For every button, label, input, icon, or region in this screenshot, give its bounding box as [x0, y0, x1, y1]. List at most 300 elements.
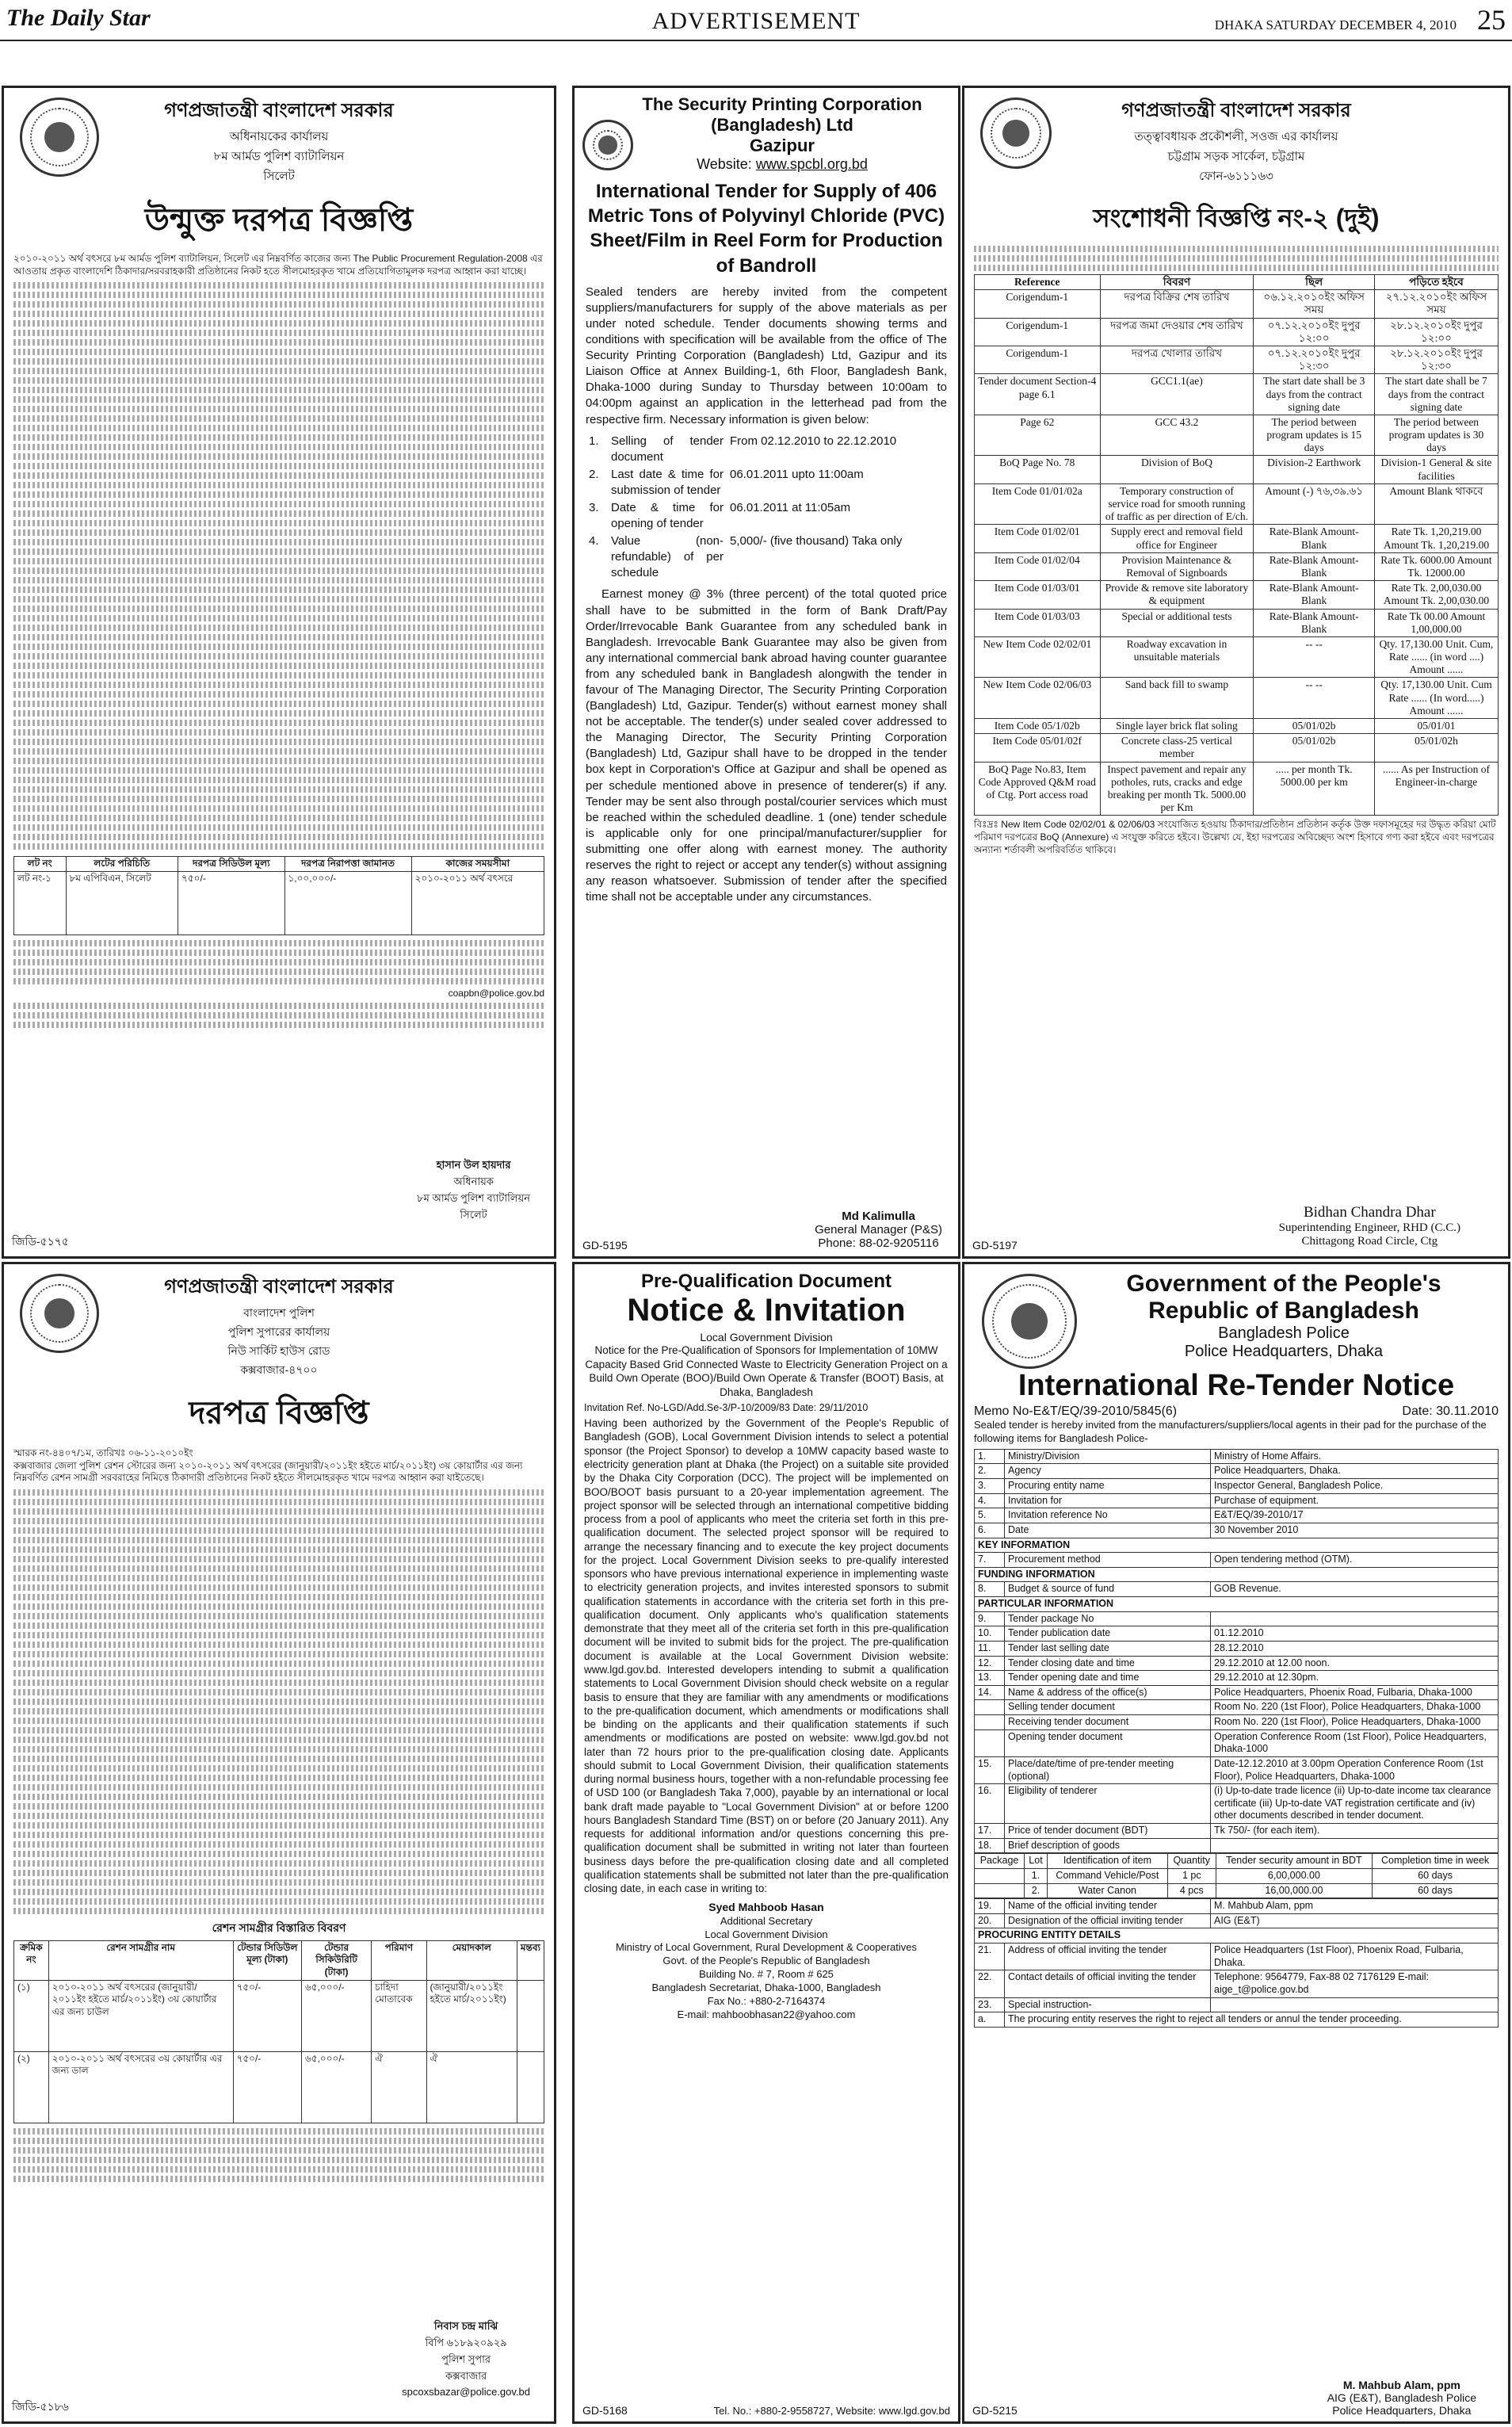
- ad2-signature: [815, 1210, 942, 1250]
- ad3-cell: Sand back fill to swamp: [1100, 678, 1254, 719]
- goods-cell: 1.: [1025, 1868, 1048, 1883]
- ad5-addr: Local Government Division: [704, 1928, 828, 1940]
- ad1-info-lines: [13, 282, 544, 850]
- ad6-cell: M. Mahbub Alam, ppm: [1211, 1899, 1499, 1914]
- ad2-schedule: [586, 433, 947, 583]
- ad5-tel: Tel. No.: +880-2-9558727, Website: www.lgd.gov.bd: [713, 2405, 950, 2417]
- ad3-cell: Qty. 17,130.00 Unit. Cum Rate ...... (In word.....) Amount ......: [1374, 678, 1498, 719]
- ad3-cell: দরপত্র বিক্রির শেষ তারিখ: [1100, 290, 1254, 318]
- section-title: ADVERTISEMENT: [651, 8, 861, 34]
- ad6-cell: Name & address of the office(s): [1005, 1685, 1211, 1700]
- ad3-title: সংশোধনী বিজ্ঞপ্তি নং-২ (দুই): [1093, 204, 1380, 232]
- issue-date: DHAKA SATURDAY DECEMBER 4, 2010: [1214, 17, 1457, 32]
- ad3-cell: Rate Tk. 6000.00 Amount Tk. 12000.00: [1374, 552, 1498, 580]
- ad1-lot-table: [13, 856, 544, 935]
- ad6-cell: 20.: [975, 1913, 1005, 1928]
- ad6-cell: Budget & source of fund: [1005, 1582, 1211, 1597]
- ad5-kicker: Pre-Qualification Document: [640, 1271, 892, 1292]
- ad6-cell: Telephone: 9564779, Fax-88 02 7176129 E-mail: aige_t@police.gov.bd: [1211, 1970, 1499, 1997]
- ration-header: টেন্ডার সিকিউরিটি (টাকা): [302, 1940, 372, 1980]
- lot-cell: ১,০০,০০০/-: [284, 871, 411, 934]
- ad3-line2: তত্ত্বাবধায়ক প্রকৌশলী, সওজ এর কার্যালয়: [1134, 130, 1338, 143]
- ad3-cell: 05/01/02h: [1374, 734, 1498, 762]
- ad6-cell: 12.: [975, 1656, 1005, 1671]
- ad6-intro: Sealed tender is hereby invited from the manufacturers/suppliers/local agents in their pad for the purchase of the following items for Bangladesh Police-: [974, 1419, 1487, 1444]
- goods-cell: Water Canon: [1047, 1883, 1167, 1898]
- masthead: [0, 0, 1512, 41]
- ad6-cell: Police Headquarters, Phoenix Road, Fulbaria, Dhaka-1000: [1211, 1685, 1499, 1700]
- ration-cell: (১): [14, 1980, 49, 2051]
- ad4-line5: কক্সবাজার-৪৭০০: [240, 1363, 318, 1376]
- ad6-cell: 3.: [975, 1479, 1005, 1494]
- ad3-cell: Rate-Blank Amount-Blank: [1254, 552, 1375, 580]
- ad3-cell: Corigendum-1: [975, 290, 1101, 318]
- ad3-cell: Single layer brick flat soling: [1100, 719, 1254, 734]
- govt-emblem-icon: [20, 97, 99, 177]
- ad1-gov-line: গণপ্রজাতন্ত্রী বাংলাদেশ সরকার: [164, 100, 394, 121]
- goods-cell: 60 days: [1373, 1883, 1499, 1898]
- ad6-org1: Bangladesh Police: [1218, 1324, 1350, 1342]
- ad6-cell: Date: [1005, 1523, 1211, 1538]
- ad4-ration-table: [13, 1940, 544, 2123]
- ad3-cell: Item Code 01/03/01: [975, 581, 1101, 609]
- ad3-cell: Item Code 01/03/03: [975, 609, 1101, 636]
- ad3-cell: Corigendum-1: [975, 346, 1101, 373]
- lot-cell: লট নং-১: [14, 871, 67, 934]
- lot-header: লট নং: [14, 857, 67, 872]
- lot-header: লটের পরিচিতি: [66, 857, 178, 872]
- ad3-signer-place: Chittagong Road Circle, Ctg: [1301, 1235, 1438, 1248]
- ad6-signer-title: AIG (E&T), Bangladesh Police: [1327, 2391, 1476, 2404]
- ad6-cell: Police Headquarters, Dhaka.: [1211, 1464, 1499, 1479]
- ad3-cell: ...... As per Instruction of Engineer-in-charge: [1374, 762, 1498, 816]
- ad6-cell: Eligibility of tenderer: [1005, 1784, 1211, 1824]
- ad6-cell: [1211, 1611, 1499, 1626]
- ad2-body1: Sealed tenders are hereby invited from the competent suppliers/manufacturers for supply of the above materials as per under noted schedule. Tender documents showing terms and conditions with specification will be available from the office of The Security Printing Corporation (Bangladesh) Ltd, Gazipur and its Liaison Office at Annex Building-1, 6th Floor, Bangladesh Bank, Dhaka-1000 during Sunday to Thursday between 10:00am to 04:00pm against an application in the letterhead pad from the respective firm. Necessary information is given below:: [586, 285, 947, 426]
- ad6-gov2: Republic of Bangladesh: [1148, 1298, 1419, 1324]
- ad1-line3: ৮ম আর্মড পুলিশ ব্যাটালিয়ন: [213, 150, 345, 163]
- ad3-cell: ২৮.১২.২০১০ইং দুপুর ১২:০০: [1374, 318, 1498, 346]
- ad6-cell: 5.: [975, 1508, 1005, 1523]
- ad3-cell: Tender document Section-4 page 6.1: [975, 374, 1101, 415]
- spcbl-logo-icon: [582, 120, 633, 170]
- page-number: 25: [1477, 4, 1506, 36]
- schedule-value: 5,000/- (five thousand) Taka only: [730, 534, 903, 548]
- ad6-cell: [975, 1729, 1005, 1756]
- schedule-label: Last date & time for submission of tender: [611, 467, 724, 497]
- ad4-gov-line: গণপ্রজাতন্ত্রী বাংলাদেশ সরকার: [164, 1276, 394, 1298]
- ad-lgd-prequalification: [572, 1262, 960, 2424]
- ration-header: পরিমাণ: [372, 1940, 426, 1980]
- ad6-cell: [975, 1715, 1005, 1730]
- ad3-cell: Qty. 17,130.00 Unit. Cum, Rate ...... (in word ....) Amount ......: [1374, 636, 1498, 678]
- goods-cell: [975, 1883, 1025, 1898]
- ad6-cell: Agency: [1005, 1464, 1211, 1479]
- ad6-cell: Procuring entity name: [1005, 1479, 1211, 1494]
- ad2-phone: Phone: 88-02-9205116: [818, 1236, 939, 1250]
- ad3-cell: ০৭.১২.২০১০ইং দুপুর ১২:০০: [1254, 318, 1375, 346]
- ad6-cell: Room No. 220 (1st Floor), Police Headquarters, Dhaka-1000: [1211, 1700, 1499, 1715]
- ad6-cell: 1.: [975, 1449, 1005, 1464]
- ad1-signer-title: অধিনায়ক: [453, 1175, 494, 1187]
- ad6-cell: Ministry/Division: [1005, 1449, 1211, 1464]
- ad3-line3: চট্টগ্রাম সড়ক সার্কেল, চট্টগ্রাম: [1167, 150, 1305, 163]
- ad6-section-header: KEY INFORMATION: [975, 1538, 1499, 1553]
- ad6-cell: Designation of the official inviting tender: [1005, 1913, 1211, 1928]
- ad4-line3: পুলিশ সুপারের কার্যালয়: [227, 1325, 330, 1338]
- ad6-memo-row: [974, 1405, 1499, 1419]
- goods-cell: 4 pcs: [1167, 1883, 1216, 1898]
- schedule-label: Value (non-refundable) of per schedule: [611, 534, 724, 580]
- ad4-signer-title: বিপি ৬১৮৯২০৯২৯: [425, 2337, 507, 2349]
- ad-sylhet-tender: [2, 86, 556, 1259]
- goods-header: Package: [975, 1854, 1025, 1869]
- ad6-cell: Tk 750/- (for each item).: [1211, 1824, 1499, 1839]
- ad3-cell: The start date shall be 7 days from the contract signing date: [1374, 374, 1498, 415]
- ad1-more-lines-2: [13, 1003, 544, 1028]
- ad6-cell: Tender publication date: [1005, 1626, 1211, 1642]
- ad6-section-header: PROCURING ENTITY DETAILS: [975, 1928, 1499, 1944]
- ad2-website-line: [586, 156, 947, 173]
- ad5-title: Notice & Invitation: [627, 1293, 906, 1328]
- ad3-header: পড়িতে হইবে: [1374, 275, 1498, 290]
- ration-header: রেশন সামগ্রীর নাম: [48, 1940, 233, 1980]
- ad6-memo: Memo No-E&T/EQ/39-2010/5845(6): [974, 1405, 1178, 1418]
- ad6-cell: 15.: [975, 1756, 1005, 1783]
- ration-cell: ৬৫,০০০/-: [302, 2051, 372, 2123]
- ad3-gd-code: GD-5197: [972, 1239, 1018, 1252]
- ad6-cell: 9.: [975, 1611, 1005, 1626]
- ad3-cell: Amount (-) ৭৬,৩৯.৬১: [1254, 483, 1375, 525]
- ad1-signer: হাসান উল হায়দার: [436, 1159, 511, 1171]
- ration-cell: ঐ: [426, 2051, 517, 2123]
- ad2-title: International Tender for Supply of 406 Metric Tons of Polyvinyl Chloride (PVC) Sheet/Film in Reel Form for Production of Bandroll: [587, 181, 945, 277]
- ad-rhd-corrigendum: [962, 86, 1510, 1259]
- ad6-cell: Receiving tender document: [1005, 1715, 1211, 1730]
- ad6-cell: 10.: [975, 1626, 1005, 1642]
- ad4-line2: বাংলাদেশ পুলিশ: [243, 1306, 315, 1319]
- ad3-cell: The start date shall be 3 days from the contract signing date: [1254, 374, 1375, 415]
- ad4-gd-code: জিডি-৫১৮৬: [12, 2400, 69, 2413]
- ration-header: ক্রমিক নং: [14, 1940, 49, 1980]
- ad5-signer: Syed Mahboob Hasan: [708, 1901, 824, 1914]
- goods-cell: 60 days: [1373, 1868, 1499, 1883]
- ad5-sub: Notice for the Pre-Qualification of Sponsors for Implementation of 10MW Capacity Based Grid Connected Waste to Electricity Generation Project on a Build Own Operate (BOO)/Build Own Operate & Transfer (BOOT) Basis, at Dhaka, Bangladesh: [585, 1344, 948, 1398]
- ad6-cell: Name of the official inviting tender: [1005, 1899, 1211, 1914]
- ad6-section-header: PARTICULAR INFORMATION: [975, 1597, 1499, 1612]
- ad2-signer-title: General Manager (P&S): [815, 1223, 942, 1236]
- ad3-cell: The period between program updates is 15 days: [1254, 415, 1375, 456]
- ad4-info-lines: [13, 1489, 544, 1914]
- lot-header: কাজের সময়সীমা: [411, 857, 544, 872]
- ad3-cell: -- --: [1254, 678, 1375, 719]
- ad2-website-link[interactable]: www.spcbl.org.bd: [755, 156, 868, 172]
- ration-cell: (২): [14, 2051, 49, 2123]
- ad3-cell: ০৬.১২.২০১০ইং অফিস সময়: [1254, 290, 1375, 318]
- ad3-signer: Bidhan Chandra Dhar: [1303, 1204, 1436, 1221]
- ad3-cell: Item Code 01/01/02a: [975, 483, 1101, 525]
- ad6-cell: Invitation for: [1005, 1493, 1211, 1508]
- ad6-cell: 18.: [975, 1838, 1005, 1853]
- schedule-value: From 02.12.2010 to 22.12.2010: [730, 434, 897, 448]
- ad5-addr: Ministry of Local Government, Rural Development & Cooperatives: [615, 1941, 918, 1954]
- ad3-cell: Supply erect and removal field office for Engineer: [1100, 525, 1254, 552]
- ad6-cell: 01.12.2010: [1211, 1626, 1499, 1642]
- ad6-cell: 22.: [975, 1970, 1005, 1997]
- ad6-cell: 16.: [975, 1784, 1005, 1824]
- ad2-place: Gazipur: [750, 136, 815, 155]
- ad3-cell: Special or additional tests: [1100, 609, 1254, 636]
- ration-cell: ২০১০-২০১১ অর্থ বৎসরের ৩য় কোয়ার্টার এর জন্য ডাল: [48, 2051, 233, 2123]
- ad3-cell: Item Code 05/1/02b: [975, 719, 1101, 734]
- ad1-email: coapbn@police.gov.bd: [448, 987, 544, 999]
- ad6-cell: Room No. 220 (1st Floor), Police Headquarters, Dhaka-1000: [1211, 1715, 1499, 1730]
- ad3-cell: GCC1.1(ae): [1100, 374, 1254, 415]
- ad2-signer: Md Kalimulla: [842, 1210, 915, 1223]
- ad6-cell: Operation Conference Room (1st Floor), Police Headquarters, Dhaka-1000: [1211, 1729, 1499, 1756]
- ad5-gd-code: GD-5168: [582, 2404, 628, 2417]
- ad4-email: spcoxsbazar@police.gov.bd: [402, 2386, 530, 2398]
- ad3-header: Reference: [975, 275, 1101, 290]
- ad6-cell: Tender package No: [1005, 1611, 1211, 1626]
- ration-cell: ২০১০-২০১১ অর্থ বৎসরের (জানুয়ারী/২০১১ইং হইতে মার্চ/২০১১ইং) ৩য় কোয়ার্টার এর জন্য চাউল: [48, 1980, 233, 2051]
- ad6-cell: Tender closing date and time: [1005, 1656, 1211, 1671]
- ad3-cell: BoQ Page No.83, Item Code Approved Q&M road of Ctg. Port access road: [975, 762, 1101, 816]
- ad-police-retender: [962, 1262, 1510, 2424]
- ad6-cell: 17.: [975, 1824, 1005, 1839]
- ad6-cell: 11.: [975, 1641, 1005, 1656]
- ad3-cell: Roadway excavation in unsuitable materials: [1100, 636, 1254, 678]
- police-emblem-icon: [982, 1274, 1077, 1369]
- ad6-cell: Inspector General, Bangladesh Police.: [1211, 1479, 1499, 1494]
- ad6-goods-table: [974, 1853, 1499, 1898]
- ad3-cell: The period between program updates is 30 days: [1374, 415, 1498, 456]
- ad6-cell: 2.: [975, 1464, 1005, 1479]
- ad6-cell: AIG (E&T): [1211, 1913, 1499, 1928]
- ad1-line4: সিলেট: [263, 170, 295, 183]
- ad4-memo: স্মারক নং-৪৪০৭/১ম, তারিখঃ ০৬-১১-২০১০ইং: [13, 1447, 193, 1458]
- ration-cell: চাহিদা মোতাবেক: [372, 1980, 426, 2051]
- goods-cell: 16,00,000.00: [1216, 1883, 1373, 1898]
- ad6-cell: Price of tender document (BDT): [1005, 1824, 1211, 1839]
- ad3-cell: Inspect pavement and repair any potholes, ruts, cracks and edge breaking per month Tk. 5000.00 per Km: [1100, 762, 1254, 816]
- ad6-cell: Ministry of Home Affairs.: [1211, 1449, 1499, 1464]
- ad6-signer-place: Police Headquarters, Dhaka: [1332, 2404, 1472, 2417]
- ad6-cell: Police Headquarters (1st Floor), Phoenix Road, Fulbaria, Dhaka.: [1211, 1944, 1499, 1970]
- ad-coxsbazar-tender: [2, 1262, 556, 2424]
- ad1-signer-place: সিলেট: [460, 1209, 487, 1221]
- ad6-cell: [975, 1700, 1005, 1715]
- ad2-org2: (Bangladesh) Ltd: [711, 115, 853, 135]
- ad3-cell: Rate-Blank Amount-Blank: [1254, 525, 1375, 552]
- ad1-signer-unit: ৮ম আর্মড পুলিশ ব্যাটালিয়ন: [417, 1192, 530, 1204]
- lot-cell: ৭৫০/-: [178, 871, 284, 934]
- ad6-cell: [1211, 1997, 1499, 2012]
- ad6-cell: E&T/EQ/39-2010/17: [1211, 1508, 1499, 1523]
- goods-cell: [975, 1868, 1025, 1883]
- ad3-cell: ২৭.১২.২০১০ইং অফিস সময়: [1374, 290, 1498, 318]
- goods-cell: 1 pc: [1167, 1868, 1216, 1883]
- ad6-cell: 29.12.2010 at 12.00 noon.: [1211, 1656, 1499, 1671]
- ad1-gd-code: জিডি-৫১৭৫: [12, 1235, 69, 1248]
- ad-spcbl-tender: [572, 86, 960, 1259]
- ad5-body: Having been authorized by the Government of the People's Republic of Bangladesh (GOB), Local Government Division intends to select a potential sponsor (the Project Sponsor) to develop a 10MW capacity based waste to electricity generation plant at Dhaka (the Project) on a suitable site provided by the Dhaka City Corporation (DCC). The project will be implemented on BOO/BOOT basis pursuant to a 20-year implementation agreement. The project sponsor will be selected through an international competitive bidding process from a pool of applicants who meet the criteria set forth in this pre-qualification document. The selected project sponsor will be required to arrange the necessary financing and to execute the key project documents for the project. Local Government Division seeks to pre-qualify interested sponsors who have previous international experience in implementing waste to electricity generation projects, and invites interested sponsors to submit qualification statements in accordance with the criteria set forth in this pre-qualification document. Only applicants who's qualification statements demonstrate that they meet all of the criteria set forth in this pre-qualification document will be invited to submit bids for the project. The pre-qualification document is available at the Local Government Division website: www.lgd.gov.bd. Interested developers intending to submit a qualification statements to Local Government Division should check website on a regular basis to ensure that they are familiar with any amendments or modifications to the pre-qualification document, which amendments or modifications shall be binding on the applicants and their qualification statements if such amendments or modifications are posted on website: www.lgd.gov.bd not later than 72 hours prior to the pre-qualification closing date. Applicants should submit to Local Government Division, their qualification statements during normal business hours, together with a non-refundable processing fee of USD 100 (or Bangladesh Taka 7,000), payable by an international or local bank draft made payable to "Local Government Division" at or before 1200 hours Bangladesh Standard Time (BST) on or before (20 January 2011). Any requests for additional information and/or questions concerning this pre-qualification document shall be submitted in writing not later than fourteen business days before the pre-qualification closing date and all completed qualification statements shall be submitted not later than the pre-qualification closing date, in each case in writing to:: [584, 1417, 949, 1895]
- ad6-org2: Police Headquarters, Dhaka: [1184, 1343, 1384, 1360]
- ad1-title: উন্মুক্ত দরপত্র বিজ্ঞপ্তি: [144, 203, 414, 238]
- ad6-table: [974, 1449, 1499, 1854]
- ad1-signature: [417, 1158, 530, 1225]
- ad6-cell: 28.12.2010: [1211, 1641, 1499, 1656]
- ad2-body2: Earnest money @ 3% (three percent) of the total quoted price shall have to be submitted in the form of Bank Draft/Pay Order/Irrevocable Bank Guarantee from any scheduled bank in Bangladesh. Irrevocable Bank Guarantee may also be given from any international commercial bank abroad having counter guarantee from any scheduled bank in Bangladesh alongwith the tender in favour of The Managing Director, The Security Printing Corporation (Bangladesh) Ltd, Gazipur. Tender(s) without earnest money shall not be acceptable. The tender(s) under sealed cover addressed to the Managing Director, The Security Printing Corporation (Bangladesh) Ltd, Gazipur shall have to be dropped in the tender box kept in Corporation's Office at Gazipur and shall be opened as per schedule mentioned above in presence of tenderer(s) if any. Tender may be sent also through postal/courier services which must be reached within the scheduled deadline. 1 (one) tender schedule is applicable only for one principal/manufacturer/supplier for submitting one offer along with earnest money. The authority reserves the right to reject or accept any tender(s) without assigning any reason whatsoever. Submission of tender after the specified time shall not be acceptable under any circumstances.: [586, 587, 947, 904]
- ad5-addr: Fax No.: +880-2-7164374: [707, 1995, 826, 2008]
- ad4-more-lines: [13, 2128, 544, 2182]
- ad3-note: বিঃদ্রঃ New Item Code 02/02/01 & 02/06/03 সংযোজিত হওয়ায় ঠিকাদার/প্রতিষ্ঠান প্রতিষ্ঠান কর্তৃক উক্ত দফাসমূহের দর উদ্ধৃত করিয়া মোট পরিমাণ দরপত্রের BoQ (Annexure) এ সংযুক্ত করিতে হইবে। উল্লেখ্য যে, ইহা দরপত্রের অবিচ্ছেদ্য অংশ হিসাবে গণ্য করা হইবে এবং দরপত্রের অন্যান্য শর্তাবলী অপরিবর্তিত থাকিবে।: [974, 819, 1496, 855]
- ad6-table-2: [974, 1898, 1499, 2028]
- lot-cell: ৮ম এপিবিএন, সিলেট: [66, 871, 178, 934]
- ad6-cell: Procurement method: [1005, 1553, 1211, 1568]
- ad6-cell: (i) Up-to-date trade licence (ii) Up-to-date income tax clearance certificate (iii) Up-to-date VAT registration certificate and (iv) other documents described in tender document.: [1211, 1784, 1499, 1824]
- ad6-cell: 14.: [975, 1685, 1005, 1700]
- ad2-website-label: Website:: [697, 156, 756, 172]
- ad6-cell: Tender opening date and time: [1005, 1671, 1211, 1686]
- ration-cell: [517, 1980, 544, 2051]
- ad2-org1: The Security Printing Corporation: [642, 94, 922, 114]
- ad4-signer-unit: পুলিশ সুপার: [441, 2353, 491, 2365]
- ad3-cell: Rate Tk. 1,20,219.00 Amount Tk. 1,20,219.00: [1374, 525, 1498, 552]
- ad3-cell: New Item Code 02/06/03: [975, 678, 1101, 719]
- ad6-cell: Address of official inviting the tender: [1005, 1944, 1211, 1970]
- ad6-cell: Place/date/time of pre-tender meeting (optional): [1005, 1756, 1211, 1783]
- ration-cell: ৭৫০/-: [233, 2051, 301, 2123]
- ad6-cell: 23.: [975, 1997, 1005, 2012]
- ad3-cell: Temporary construction of service road for smooth running of traffic as per direction of E/ch.: [1100, 483, 1254, 525]
- ad4-signature: [402, 2319, 530, 2398]
- lot-header: দরপত্র সিডিউল মূল্য: [178, 857, 284, 872]
- ad5-invitation: Invitation Ref. No-LGD/Add.Se-3/P-10/2009/83 Date: 29/11/2010: [584, 1402, 869, 1414]
- ad6-cell: Selling tender document: [1005, 1700, 1211, 1715]
- ad4-signer: নিবাস চন্দ্র মাঝি: [433, 2320, 498, 2332]
- ad6-cell: 4.: [975, 1493, 1005, 1508]
- ad3-cell: Rate-Blank Amount-Blank: [1254, 609, 1375, 636]
- ad3-cell: Rate-Blank Amount-Blank: [1254, 581, 1375, 609]
- ad6-cell: 6.: [975, 1523, 1005, 1538]
- ad3-signer-title: Superintending Engineer, RHD (C.C.): [1278, 1221, 1460, 1234]
- ad3-cell: Division of BoQ: [1100, 456, 1254, 483]
- ad6-cell: Purchase of equipment.: [1211, 1493, 1499, 1508]
- ad3-cell: Concrete class-25 vertical member: [1100, 734, 1254, 762]
- ad3-signature: [1279, 1204, 1460, 1248]
- ad6-cell: Invitation reference No: [1005, 1508, 1211, 1523]
- ad6-cell: 13.: [975, 1671, 1005, 1686]
- ad6-cell: Date-12.12.2010 at 3.00pm Operation Conference Room (1st Floor), Police Headquarters, Dhaka-1000: [1211, 1756, 1499, 1783]
- ad3-cell: Rate Tk 00.00 Amount 1,00,000.00: [1374, 609, 1498, 636]
- ad1-intro: ২০১০-২০১১ অর্থ বৎসরে ৮ম আর্মড পুলিশ ব্যাটালিয়ন, সিলেট এর নিম্নবর্ণিত কাজের জন্য The Public Procurement Regulation-2008 এর আওতায় প্রকৃত বাংলাদেশি ঠিকাদার/সরবরাহকারী প্রতিষ্ঠানের নিকট হতে সীলমোহরকৃত খামে প্রতিযোগিতামূলক দরপত্র আহ্বান করা যাচ্ছে।: [13, 253, 543, 277]
- ad4-line4: নিউ সার্কিট হাউস রোড: [227, 1344, 330, 1357]
- ad3-cell: Provide & remove site laboratory & equipment: [1100, 581, 1254, 609]
- ad5-addr: Additional Secretary: [720, 1914, 813, 1927]
- ad5-addr: Govt. of the People's Republic of Bangladesh: [662, 1955, 870, 1967]
- ad6-cell: Brief description of goods: [1005, 1838, 1211, 1853]
- ad5-addr: E-mail: mahboobhasan22@yahoo.com: [677, 2008, 856, 2020]
- goods-header: Identification of item: [1047, 1854, 1167, 1869]
- schedule-no: 1.: [589, 434, 599, 448]
- ad6-gov1: Government of the People's: [1126, 1271, 1441, 1297]
- schedule-label: Selling of tender document: [611, 434, 724, 464]
- ad3-cell: 05/01/02b: [1254, 734, 1375, 762]
- ad3-cell: 05/01/01: [1374, 719, 1498, 734]
- ad3-cell: Amount Blank থাকবে: [1374, 483, 1498, 525]
- ad3-cell: Item Code 01/02/01: [975, 525, 1101, 552]
- ration-cell: [517, 2051, 544, 2123]
- govt-emblem-icon: [20, 1274, 99, 1353]
- schedule-label: Date & time for opening of tender: [611, 500, 724, 531]
- goods-cell: Command Vehicle/Post: [1047, 1868, 1167, 1883]
- ad6-signature: [1327, 2379, 1476, 2417]
- ad3-cell: Corigendum-1: [975, 318, 1101, 346]
- ration-cell: ৬৫,০০০/-: [302, 1980, 372, 2051]
- ad3-cell: 05/01/02b: [1254, 719, 1375, 734]
- goods-header: Completion time in week: [1373, 1854, 1499, 1869]
- ad6-cell: Open tendering method (OTM).: [1211, 1553, 1499, 1568]
- ad4-signer-place: কক্সবাজার: [445, 2370, 487, 2382]
- ad1-more-lines: [13, 940, 544, 984]
- ration-header: টেন্ডার সিডিউল মূল্য (টাকা): [233, 1940, 301, 1980]
- ad6-section-header: FUNDING INFORMATION: [975, 1567, 1499, 1582]
- ration-cell: (জানুয়ারী/২০১১ইং হইতে মার্চ/২০১১ইং): [426, 1980, 517, 2051]
- schedule-value: 06.01.2011 upto 11:00am: [730, 467, 864, 481]
- lot-header: দরপত্র নিরাপত্তা জামানত: [284, 857, 411, 872]
- ad3-table: [974, 274, 1499, 816]
- ad3-cell: BoQ Page No. 78: [975, 456, 1101, 483]
- ad3-cell: Rate Tk. 2,00,030.00 Amount Tk. 2,00,030.00: [1374, 581, 1498, 609]
- ad6-title: International Re-Tender Notice: [1018, 1369, 1455, 1402]
- schedule-no: 4.: [589, 534, 599, 548]
- ad3-cell: Provision Maintenance & Removal of Signboards: [1100, 552, 1254, 580]
- ad6-cell: 30 November 2010: [1211, 1523, 1499, 1538]
- schedule-value: 06.01.2011 at 11:05am: [730, 500, 851, 514]
- ad6-cell: 7.: [975, 1553, 1005, 1568]
- ad3-cell: New Item Code 02/02/01: [975, 636, 1101, 678]
- goods-cell: 6,00,000.00: [1216, 1868, 1373, 1883]
- ad3-cell: GCC 43.2: [1100, 415, 1254, 456]
- ad4-sub-title: রেশন সামগ্রীর বিস্তারিত বিবরণ: [212, 1921, 346, 1934]
- ad3-line4: ফোন-৬১১১৬৩: [1199, 170, 1273, 183]
- ad6-cell: Opening tender document: [1005, 1729, 1211, 1756]
- ration-cell: ৭৫০/-: [233, 1980, 301, 2051]
- ad6-cell: [1211, 1838, 1499, 1853]
- ad4-title: দরপত্র বিজ্ঞপ্তি: [189, 1396, 369, 1431]
- ad4-intro: কক্সবাজার জেলা পুলিশ রেশন স্টোরের জন্য ২০১০-২০১১ অর্থ বৎসরের (জানুয়ারী/২০১১ইং হইতে মার্চ/২০১১ইং) ৩য় কোয়ার্টার এর জন্য নিম্নবর্ণিত রেশন সামগ্রী সরবরাহের নিমিত্তে ঠিকাদারী প্রতিষ্ঠানের নিকট হইতে সীলমোহরকৃত খামে দরপত্র আহ্বান করা যাইতেছে।: [13, 1459, 523, 1484]
- ad3-cell: Division-1 General & site facilities: [1374, 456, 1498, 483]
- ad3-gov-line: গণপ্রজাতন্ত্রী বাংলাদেশ সরকার: [1121, 100, 1351, 121]
- ad5-addr: Bangladesh Secretariat, Dhaka-1000, Bangladesh: [651, 1982, 881, 1994]
- ad3-cell: Item Code 01/02/04: [975, 552, 1101, 580]
- ad6-cell: GOB Revenue.: [1211, 1582, 1499, 1597]
- ad6-cell: Contact details of official inviting the tender: [1005, 1970, 1211, 1997]
- ad6-cell: 21.: [975, 1944, 1005, 1970]
- ad3-cell: দরপত্র জমা দেওয়ার শেষ তারিখ: [1100, 318, 1254, 346]
- schedule-no: 2.: [589, 467, 599, 481]
- goods-header: Tender security amount in BDT: [1216, 1854, 1373, 1869]
- ad3-cell: Page 62: [975, 415, 1101, 456]
- ad6-cell: Special instruction-: [1005, 1997, 1211, 2012]
- govt-emblem-icon: [980, 97, 1052, 169]
- goods-header: Quantity: [1167, 1854, 1216, 1869]
- ad3-cell: Division-2 Earthwork: [1254, 456, 1375, 483]
- ad3-cell: ..... per month Tk. 5000.00 per km: [1254, 762, 1375, 816]
- ad6-cell: 19.: [975, 1899, 1005, 1914]
- ad5-addr: Building No. # 7, Room # 625: [699, 1968, 834, 1981]
